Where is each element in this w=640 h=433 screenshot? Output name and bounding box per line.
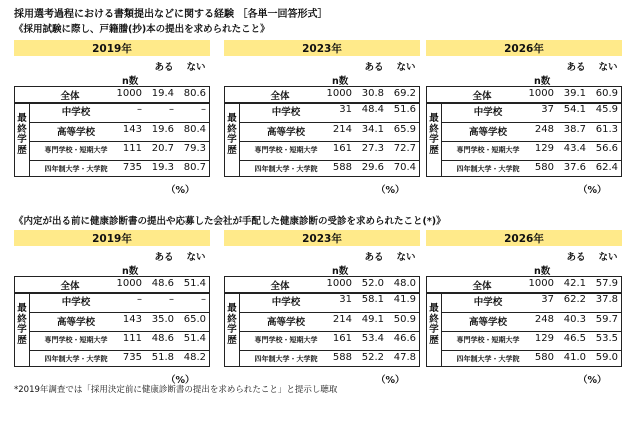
cell-n: 1000	[528, 278, 554, 289]
cell-no-pct: 72.7	[393, 143, 416, 154]
cell-n: 129	[534, 333, 554, 344]
column-divider	[29, 103, 30, 177]
row-label: 中学校	[61, 107, 91, 118]
cell-yes-pct: 39.1	[563, 88, 586, 99]
cell-no-pct: 80.6	[183, 88, 206, 99]
cell-yes-pct: 20.7	[151, 143, 174, 154]
cell-yes-pct: 35.0	[151, 314, 174, 325]
cell-yes-pct: 19.4	[151, 88, 174, 99]
row-label: 四年制大学・大学院	[456, 355, 520, 363]
row-label: 全体	[270, 91, 290, 102]
row-label: 専門学校・短期大学	[44, 146, 108, 154]
cell-n: 111	[122, 333, 142, 344]
vertical-char: 学	[429, 134, 439, 145]
row-divider	[30, 160, 210, 161]
cell-yes-pct: 51.8	[151, 352, 174, 363]
cell-n: 214	[332, 314, 352, 325]
row-divider	[30, 350, 210, 351]
column-header-yes: ある	[154, 252, 174, 263]
cell-no-pct: 51.4	[183, 278, 206, 289]
vertical-char: 学	[227, 324, 237, 335]
cell-yes-pct: 29.6	[361, 162, 384, 173]
cell-yes-pct: –	[169, 104, 174, 115]
vertical-char: 最	[429, 303, 439, 314]
vertical-char: 歴	[429, 144, 439, 156]
vertical-char: 終	[227, 313, 237, 325]
table-panel	[426, 230, 622, 390]
education-level-vertical-label	[428, 304, 440, 346]
row-divider	[240, 331, 420, 332]
cell-no-pct: 57.9	[595, 278, 618, 289]
percent-unit: （%）	[166, 375, 195, 386]
row-label: 高等学校	[56, 127, 95, 138]
cell-no-pct: 53.5	[595, 333, 618, 344]
education-level-vertical-label	[16, 304, 28, 346]
cell-yes-pct: 48.4	[361, 104, 384, 115]
row-label: 高等学校	[468, 317, 507, 328]
cell-n: 37	[541, 104, 554, 115]
education-level-vertical-label	[428, 114, 440, 156]
vertical-char: 終	[17, 313, 27, 325]
vertical-char: 最	[227, 113, 237, 124]
cell-n: –	[137, 104, 142, 115]
cell-n: 129	[534, 143, 554, 154]
percent-unit: （%）	[166, 185, 195, 196]
cell-no-pct: 80.7	[183, 162, 206, 173]
n-caption: n数	[332, 266, 349, 277]
cell-no-pct: 56.6	[595, 143, 618, 154]
cell-no-pct: 59.0	[595, 352, 618, 363]
vertical-char: 最	[429, 113, 439, 124]
vertical-char: 終	[429, 313, 439, 325]
cell-no-pct: 47.8	[393, 352, 416, 363]
cell-n: 143	[122, 314, 142, 325]
table-panel	[224, 230, 420, 390]
table-panel	[426, 40, 622, 200]
cell-yes-pct: –	[169, 294, 174, 305]
cell-n: 1000	[116, 278, 142, 289]
row-divider	[240, 350, 420, 351]
education-level-vertical-label	[226, 304, 238, 346]
cell-n: 735	[122, 352, 142, 363]
column-divider	[239, 103, 240, 177]
cell-yes-pct: 52.2	[361, 352, 384, 363]
column-header-yes: ある	[364, 62, 384, 73]
cell-yes-pct: 62.2	[563, 294, 586, 305]
column-header-yes: ある	[566, 62, 586, 73]
cell-yes-pct: 19.3	[151, 162, 174, 173]
page-title: 採用選考過程における書類提出などに関する経験 ［各単一回答形式］	[14, 9, 328, 20]
education-level-vertical-label	[226, 114, 238, 156]
cell-yes-pct: 40.3	[563, 314, 586, 325]
cell-n: 580	[534, 162, 554, 173]
vertical-char: 歴	[227, 144, 237, 156]
column-divider	[441, 103, 442, 177]
row-divider	[442, 350, 622, 351]
row-divider	[30, 141, 210, 142]
vertical-char: 学	[227, 134, 237, 145]
cell-yes-pct: 49.1	[361, 314, 384, 325]
row-label: 中学校	[473, 297, 503, 308]
cell-n: 735	[122, 162, 142, 173]
cell-n: 1000	[528, 88, 554, 99]
cell-n: 143	[122, 124, 142, 135]
cell-n: 31	[339, 104, 352, 115]
vertical-char: 歴	[227, 334, 237, 346]
cell-yes-pct: 34.1	[361, 124, 384, 135]
row-label: 全体	[60, 281, 80, 292]
vertical-char: 終	[17, 123, 27, 135]
cell-yes-pct: 42.1	[563, 278, 586, 289]
cell-no-pct: 48.0	[393, 278, 416, 289]
column-divider	[441, 293, 442, 367]
cell-no-pct: 70.4	[393, 162, 416, 173]
row-label: 中学校	[473, 107, 503, 118]
year-header: 2019年	[14, 40, 210, 56]
column-header-yes: ある	[364, 252, 384, 263]
cell-n: 1000	[326, 278, 352, 289]
row-divider	[240, 312, 420, 313]
year-header: 2023年	[224, 230, 420, 246]
cell-n: 1000	[116, 88, 142, 99]
row-divider	[442, 331, 622, 332]
column-divider	[239, 293, 240, 367]
cell-no-pct: 48.2	[183, 352, 206, 363]
cell-no-pct: 80.4	[183, 124, 206, 135]
cell-no-pct: 65.9	[393, 124, 416, 135]
cell-yes-pct: 41.0	[563, 352, 586, 363]
n-caption: n数	[122, 266, 139, 277]
row-label: 四年制大学・大学院	[254, 165, 318, 173]
column-header-no: ない	[598, 252, 618, 263]
row-label: 高等学校	[266, 127, 305, 138]
column-divider	[29, 293, 30, 367]
cell-no-pct: 37.8	[595, 294, 618, 305]
row-divider	[442, 141, 622, 142]
cell-yes-pct: 54.1	[563, 104, 586, 115]
row-label: 専門学校・短期大学	[254, 336, 318, 344]
row-divider	[442, 312, 622, 313]
column-header-no: ない	[396, 252, 416, 263]
column-header-no: ない	[598, 62, 618, 73]
cell-no-pct: –	[201, 294, 206, 305]
cell-yes-pct: 19.6	[151, 124, 174, 135]
year-header: 2019年	[14, 230, 210, 246]
cell-yes-pct: 27.3	[361, 143, 384, 154]
row-divider	[30, 331, 210, 332]
row-label: 専門学校・短期大学	[456, 146, 520, 154]
vertical-char: 終	[429, 123, 439, 135]
row-label: 中学校	[271, 107, 301, 118]
column-header-no: ない	[186, 62, 206, 73]
row-divider	[442, 122, 622, 123]
row-divider	[240, 160, 420, 161]
cell-yes-pct: 58.1	[361, 294, 384, 305]
table-panel	[14, 40, 210, 200]
cell-n: 580	[534, 352, 554, 363]
table-panel	[14, 230, 210, 390]
row-label: 全体	[472, 91, 492, 102]
year-header: 2026年	[426, 230, 622, 246]
vertical-char: 歴	[17, 144, 27, 156]
column-header-yes: ある	[154, 62, 174, 73]
cell-no-pct: 65.0	[183, 314, 206, 325]
cell-no-pct: 60.9	[595, 88, 618, 99]
cell-no-pct: 51.4	[183, 333, 206, 344]
row-divider	[30, 122, 210, 123]
cell-n: 111	[122, 143, 142, 154]
row-label: 四年制大学・大学院	[254, 355, 318, 363]
cell-yes-pct: 46.5	[563, 333, 586, 344]
cell-n: 31	[339, 294, 352, 305]
section-subtitle-2: 《内定が出る前に健康診断書の提出や応募した会社が手配した健康診断の受診を求められたこと(*)》	[14, 216, 446, 227]
cell-no-pct: 41.9	[393, 294, 416, 305]
row-label: 高等学校	[266, 317, 305, 328]
percent-unit: （%）	[578, 185, 607, 196]
n-caption: n数	[534, 266, 551, 277]
row-label: 高等学校	[468, 127, 507, 138]
cell-no-pct: –	[201, 104, 206, 115]
row-divider	[240, 122, 420, 123]
year-header: 2023年	[224, 40, 420, 56]
cell-yes-pct: 43.4	[563, 143, 586, 154]
row-label: 全体	[60, 91, 80, 102]
column-header-yes: ある	[566, 252, 586, 263]
cell-no-pct: 79.3	[183, 143, 206, 154]
cell-no-pct: 51.6	[393, 104, 416, 115]
cell-n: –	[137, 294, 142, 305]
row-label: 中学校	[271, 297, 301, 308]
n-caption: n数	[332, 76, 349, 87]
row-label: 四年制大学・大学院	[44, 355, 108, 363]
cell-n: 37	[541, 294, 554, 305]
education-level-vertical-label	[16, 114, 28, 156]
year-header: 2026年	[426, 40, 622, 56]
row-label: 全体	[270, 281, 290, 292]
percent-unit: （%）	[578, 375, 607, 386]
vertical-char: 歴	[17, 334, 27, 346]
cell-n: 588	[332, 162, 352, 173]
cell-n: 214	[332, 124, 352, 135]
percent-unit: （%）	[376, 185, 405, 196]
cell-no-pct: 46.6	[393, 333, 416, 344]
vertical-char: 学	[429, 324, 439, 335]
cell-yes-pct: 52.0	[361, 278, 384, 289]
row-label: 専門学校・短期大学	[456, 336, 520, 344]
vertical-char: 最	[17, 113, 27, 124]
cell-yes-pct: 30.8	[361, 88, 384, 99]
vertical-char: 歴	[429, 334, 439, 346]
cell-n: 1000	[326, 88, 352, 99]
cell-no-pct: 61.3	[595, 124, 618, 135]
cell-no-pct: 59.7	[595, 314, 618, 325]
column-header-no: ない	[396, 62, 416, 73]
cell-yes-pct: 48.6	[151, 278, 174, 289]
cell-no-pct: 45.9	[595, 104, 618, 115]
row-divider	[240, 141, 420, 142]
row-divider	[442, 160, 622, 161]
footnote: *2019年調査では「採用決定前に健康診断書の提出を求められたこと」と提示し聴取	[14, 385, 338, 395]
cell-no-pct: 50.9	[393, 314, 416, 325]
cell-n: 248	[534, 124, 554, 135]
n-caption: n数	[534, 76, 551, 87]
vertical-char: 最	[227, 303, 237, 314]
cell-no-pct: 62.4	[595, 162, 618, 173]
cell-n: 161	[332, 143, 352, 154]
vertical-char: 最	[17, 303, 27, 314]
vertical-char: 学	[17, 134, 27, 145]
row-label: 四年制大学・大学院	[44, 165, 108, 173]
section-subtitle-1: 《採用試験に際し、戸籍謄(抄)本の提出を求められたこと》	[14, 24, 270, 35]
cell-n: 588	[332, 352, 352, 363]
row-label: 専門学校・短期大学	[44, 336, 108, 344]
cell-yes-pct: 38.7	[563, 124, 586, 135]
row-label: 専門学校・短期大学	[254, 146, 318, 154]
percent-unit: （%）	[376, 375, 405, 386]
cell-yes-pct: 53.4	[361, 333, 384, 344]
row-label: 四年制大学・大学院	[456, 165, 520, 173]
row-label: 高等学校	[56, 317, 95, 328]
row-divider	[30, 312, 210, 313]
row-label: 全体	[472, 281, 492, 292]
cell-yes-pct: 37.6	[563, 162, 586, 173]
column-header-no: ない	[186, 252, 206, 263]
table-panel	[224, 40, 420, 200]
cell-n: 161	[332, 333, 352, 344]
vertical-char: 学	[17, 324, 27, 335]
cell-n: 248	[534, 314, 554, 325]
vertical-char: 終	[227, 123, 237, 135]
cell-yes-pct: 48.6	[151, 333, 174, 344]
n-caption: n数	[122, 76, 139, 87]
cell-no-pct: 69.2	[393, 88, 416, 99]
row-label: 中学校	[61, 297, 91, 308]
